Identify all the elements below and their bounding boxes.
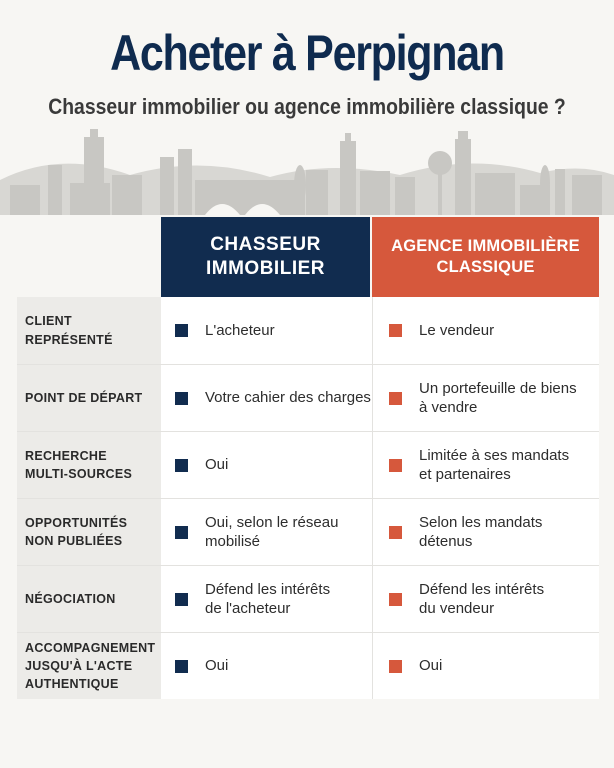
row-label: ACCOMPAGNEMENT JUSQU'À L'ACTE AUTHENTIQUE xyxy=(17,632,161,699)
page-subtitle: Chasseur immobilier ou agence immobilière classique ? xyxy=(48,94,566,119)
row-label: CLIENT REPRÉSENTÉ xyxy=(17,297,161,364)
agence-cell: Un portefeuille de biens à vendre xyxy=(372,364,599,431)
page-title: Acheter à Perpignan xyxy=(110,25,504,81)
orange-square-icon xyxy=(389,593,402,606)
table-row xyxy=(17,364,599,431)
row-label: POINT DE DÉPART xyxy=(17,364,161,431)
navy-square-icon xyxy=(175,392,188,405)
agence-cell: Défend les intérêts du vendeur xyxy=(372,565,599,632)
navy-square-icon xyxy=(175,324,188,337)
row-label: NÉGOCIATION xyxy=(17,565,161,632)
navy-square-icon xyxy=(175,459,188,472)
agence-cell: Limitée à ses mandats et partenaires xyxy=(372,431,599,498)
column-header-agence: AGENCE IMMOBILIÈRE CLASSIQUE xyxy=(372,217,599,297)
skyline-illustration xyxy=(0,125,614,215)
column-header-chasseur: CHASSEUR IMMOBILIER xyxy=(161,217,370,297)
agence-cell: Le vendeur xyxy=(372,297,599,364)
navy-square-icon xyxy=(175,526,188,539)
comparison-table xyxy=(17,217,599,699)
orange-square-icon xyxy=(389,392,402,405)
table-row xyxy=(17,431,599,498)
chasseur-cell: Oui, selon le réseau mobilisé xyxy=(161,498,372,565)
table-row xyxy=(17,632,599,699)
table-row xyxy=(17,498,599,565)
row-label: RECHERCHE MULTI-SOURCES xyxy=(17,431,161,498)
row-label: OPPORTUNITÉS NON PUBLIÉES xyxy=(17,498,161,565)
table-header xyxy=(17,217,599,297)
navy-square-icon xyxy=(175,593,188,606)
agence-cell: Selon les mandats détenus xyxy=(372,498,599,565)
chasseur-cell: Oui xyxy=(161,431,372,498)
orange-square-icon xyxy=(389,324,402,337)
chasseur-cell: Votre cahier des charges xyxy=(161,364,372,431)
table-row xyxy=(17,297,599,364)
orange-square-icon xyxy=(389,660,402,673)
orange-square-icon xyxy=(389,526,402,539)
table-row xyxy=(17,565,599,632)
chasseur-cell: Oui xyxy=(161,632,372,699)
orange-square-icon xyxy=(389,459,402,472)
agence-cell: Oui xyxy=(372,632,599,699)
chasseur-cell: Défend les intérêts de l'acheteur xyxy=(161,565,372,632)
chasseur-cell: L'acheteur xyxy=(161,297,372,364)
navy-square-icon xyxy=(175,660,188,673)
